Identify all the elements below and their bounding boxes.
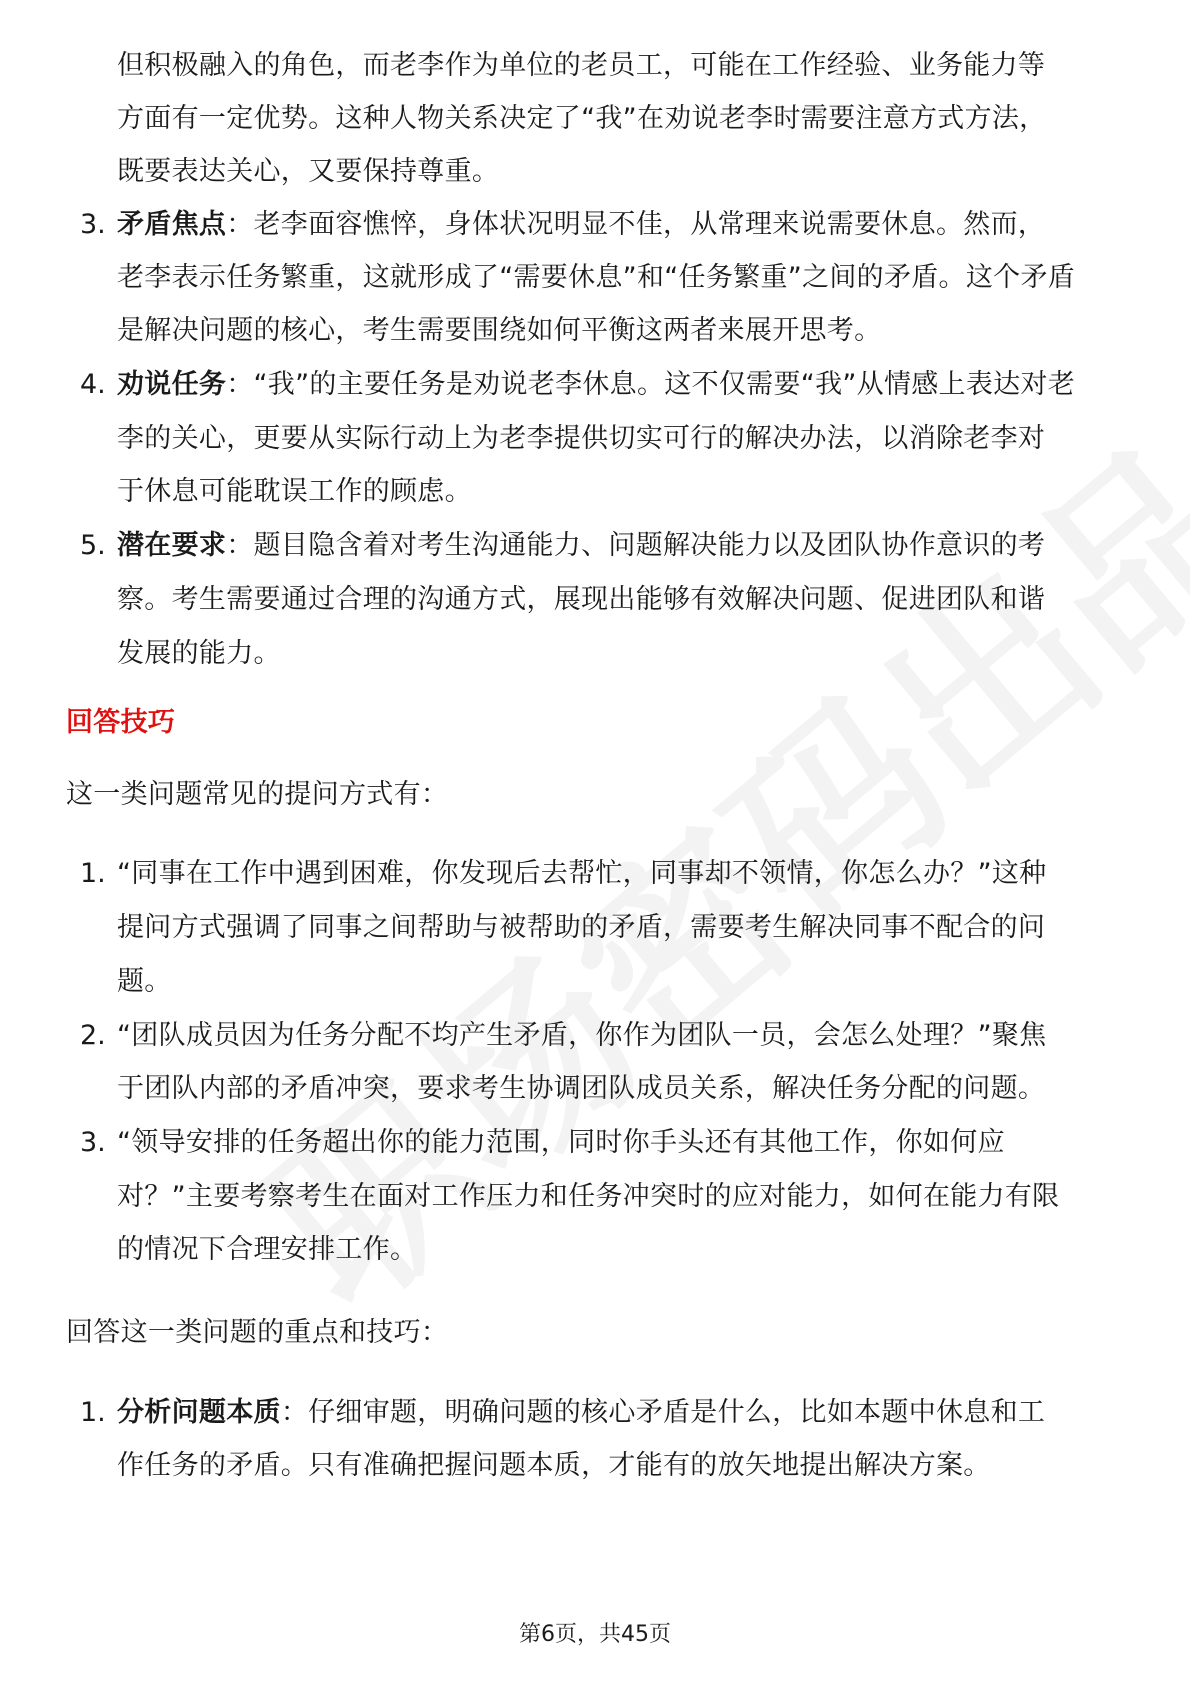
paragraph: 这一类问题常见的提问方式有： xyxy=(66,779,449,810)
paragraph-line: 于团队内部的矛盾冲突，要求考生协调团队成员关系，解决任务分配的问题。 xyxy=(117,1073,1046,1104)
item-text: ：“我”的主要任务是劝说老李休息。这不仅需要“我”从情感上表达对老 xyxy=(226,369,1076,400)
list-item xyxy=(117,528,1045,564)
list-item xyxy=(117,207,1045,243)
list-number: 5. xyxy=(80,530,106,561)
section-heading: 回答技巧 xyxy=(66,707,176,738)
paragraph-line: “领导安排的任务超出你的能力范围，同时你手头还有其他工作，你如何应 xyxy=(117,1127,1005,1158)
list-number: 4. xyxy=(80,369,106,400)
paragraph-line: 的情况下合理安排工作。 xyxy=(117,1234,418,1265)
paragraph-line: 作任务的矛盾。只有准确把握问题本质，才能有的放矢地提出解决方案。 xyxy=(117,1450,991,1481)
list-number: 3. xyxy=(80,209,106,240)
paragraph-line: 方面有一定优势。这种人物关系决定了“我”在劝说老李时需要注意方式方法， xyxy=(117,103,1047,134)
paragraph: 回答这一类问题的重点和技巧： xyxy=(66,1317,449,1348)
paragraph-line: 于休息可能耽误工作的顾虑。 xyxy=(117,476,472,507)
list-item xyxy=(117,367,1075,403)
paragraph-line: 发展的能力。 xyxy=(117,638,281,669)
page-footer: 第6页，共45页 xyxy=(519,1622,671,1647)
item-title: 潜在要求 xyxy=(117,530,227,561)
paragraph-line: 李的关心，更要从实际行动上为老李提供切实可行的解决办法，以消除老李对 xyxy=(117,423,1046,454)
item-title: 劝说任务 xyxy=(117,369,227,400)
paragraph-line: 老李表示任务繁重，这就形成了“需要休息”和“任务繁重”之间的矛盾。这个矛盾 xyxy=(117,262,1076,293)
item-text: ：题目隐含着对考生沟通能力、问题解决能力以及团队协作意识的考 xyxy=(226,530,1046,561)
paragraph-line: 察。考生需要通过合理的沟通方式，展现出能够有效解决问题、促进团队和谐 xyxy=(117,584,1046,615)
paragraph-line: 但积极融入的角色，而老李作为单位的老员工，可能在工作经验、业务能力等 xyxy=(117,50,1046,81)
paragraph-line: “同事在工作中遇到困难，你发现后去帮忙，同事却不领情，你怎么办？”这种 xyxy=(117,858,1047,889)
item-text: ：仔细审题，明确问题的核心矛盾是什么，比如本题中休息和工 xyxy=(280,1397,1046,1428)
list-item xyxy=(117,1395,1045,1431)
paragraph-line: “团队成员因为任务分配不均产生矛盾，你作为团队一员，会怎么处理？”聚焦 xyxy=(117,1020,1047,1051)
paragraph-line: 提问方式强调了同事之间帮助与被帮助的矛盾，需要考生解决同事不配合的问 xyxy=(117,912,1046,943)
paragraph-line: 既要表达关心，又要保持尊重。 xyxy=(117,156,500,187)
paragraph-line: 对？”主要考察考生在面对工作压力和任务冲突时的应对能力，如何在能力有限 xyxy=(117,1181,1060,1212)
list-number: 1. xyxy=(80,1397,106,1428)
paragraph-line: 题。 xyxy=(117,966,172,997)
item-text: ：老李面容憔悴，身体状况明显不佳，从常理来说需要休息。然而， xyxy=(226,209,1046,240)
list-number: 2. xyxy=(80,1020,106,1051)
list-number: 3. xyxy=(80,1127,106,1158)
paragraph-line: 是解决问题的核心，考生需要围绕如何平衡这两者来展开思考。 xyxy=(117,315,882,346)
list-number: 1. xyxy=(80,858,106,889)
item-title: 矛盾焦点 xyxy=(117,209,227,240)
item-title: 分析问题本质 xyxy=(117,1397,281,1428)
